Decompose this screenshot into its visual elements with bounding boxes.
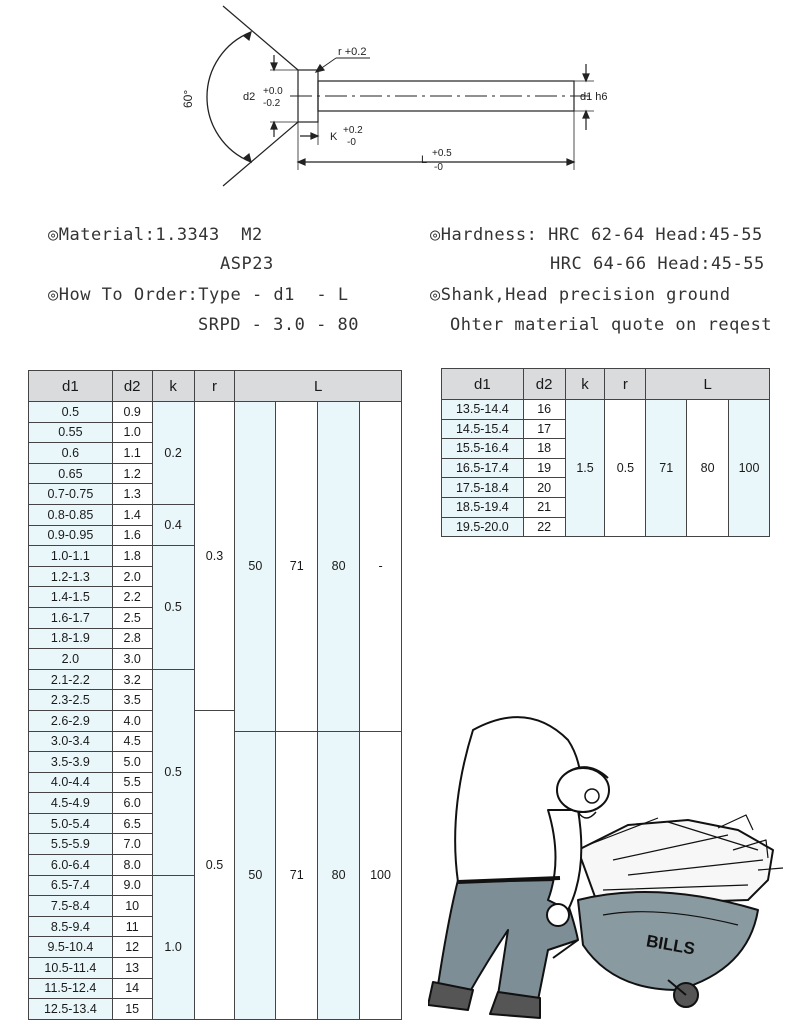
col-k: k: [565, 369, 605, 400]
d2-cell: 20: [523, 478, 565, 498]
l-cell: 50: [235, 731, 276, 1019]
k-cell: 1.5: [565, 400, 605, 537]
col-d1: d1: [442, 369, 524, 400]
d2-cell: 2.0: [112, 566, 152, 587]
l-cell: 100: [360, 731, 402, 1019]
d2-cell: 4.5: [112, 731, 152, 752]
d2-cell: 7.0: [112, 834, 152, 855]
d1-cell: 2.6-2.9: [29, 710, 113, 731]
d2-cell: 3.5: [112, 690, 152, 711]
col-d2: d2: [112, 371, 152, 402]
d2-cell: 14: [112, 978, 152, 999]
d2-cell: 2.2: [112, 587, 152, 608]
d2-cell: 11: [112, 916, 152, 937]
d1-cell: 2.0: [29, 649, 113, 670]
l-label: L: [421, 154, 428, 166]
d2-cell: 4.0: [112, 710, 152, 731]
d2-cell: 1.4: [112, 504, 152, 525]
d2-cell: 6.0: [112, 793, 152, 814]
shank-line: ◎Shank,Head precision ground: [430, 285, 731, 305]
k-cell: 1.0: [152, 875, 194, 1019]
k-tol-plus: +0.2: [343, 125, 363, 136]
d1-cell: 0.5: [29, 402, 113, 423]
other-material-line: Ohter material quote on reqest: [450, 315, 773, 335]
k-cell: 0.2: [152, 402, 194, 505]
d1-cell: 7.5-8.4: [29, 896, 113, 917]
d1-cell: 0.55: [29, 422, 113, 443]
d1-cell: 6.5-7.4: [29, 875, 113, 896]
d1-cell: 5.0-5.4: [29, 813, 113, 834]
k-tol-minus: -0: [347, 137, 356, 148]
d2-cell: 3.0: [112, 649, 152, 670]
d1-cell: 13.5-14.4: [442, 400, 524, 420]
table-row: [29, 402, 402, 423]
table-row: [442, 400, 770, 420]
d2-cell: 21: [523, 497, 565, 517]
d2-cell: 1.0: [112, 422, 152, 443]
d1-cell: 6.0-6.4: [29, 855, 113, 876]
col-r: r: [605, 369, 646, 400]
r-cell: 0.3: [194, 402, 235, 711]
d2-cell: 5.0: [112, 752, 152, 773]
l-cell: 71: [276, 402, 318, 732]
d1-cell: 9.5-10.4: [29, 937, 113, 958]
col-k: k: [152, 371, 194, 402]
d2-cell: 12: [112, 937, 152, 958]
k-cell: 0.5: [152, 669, 194, 875]
d1-cell: 3.0-3.4: [29, 731, 113, 752]
l-cell: 80: [318, 731, 360, 1019]
d2-cell: 1.1: [112, 443, 152, 464]
d1-cell: 11.5-12.4: [29, 978, 113, 999]
d2-cell: 0.9: [112, 402, 152, 423]
d2-cell: 15: [112, 999, 152, 1020]
d1-cell: 17.5-18.4: [442, 478, 524, 498]
d2-cell: 16: [523, 400, 565, 420]
r-label: r +0.2: [338, 46, 367, 58]
table-header-row: [442, 369, 770, 400]
bills-label: BILLS: [644, 931, 697, 959]
d1-cell: 0.9-0.95: [29, 525, 113, 546]
d2-cell: 10: [112, 896, 152, 917]
l-cell: 50: [235, 402, 276, 732]
d1-cell: 14.5-15.4: [442, 419, 524, 439]
d2-cell: 22: [523, 517, 565, 537]
d1-cell: 16.5-17.4: [442, 458, 524, 478]
d1-cell: 1.2-1.3: [29, 566, 113, 587]
d2-cell: 6.5: [112, 813, 152, 834]
size-table-large: [441, 368, 770, 537]
d1-cell: 1.6-1.7: [29, 607, 113, 628]
how-to-order-line: ◎How To Order:Type - d1 - L: [48, 285, 349, 305]
d2-cell: 2.8: [112, 628, 152, 649]
l-cell: -: [360, 402, 402, 732]
material-line: ◎Material:1.3343 M2: [48, 225, 263, 245]
angle-label: 60°: [181, 89, 195, 108]
l-cell: 80: [687, 400, 729, 537]
d1-cell: 12.5-13.4: [29, 999, 113, 1020]
d2-cell: 1.3: [112, 484, 152, 505]
d1-cell: 19.5-20.0: [442, 517, 524, 537]
hardness-line: ◎Hardness: HRC 62-64 Head:45-55: [430, 225, 763, 245]
l-cell: 100: [729, 400, 770, 537]
d1-cell: 1.0-1.1: [29, 546, 113, 567]
d1-cell: 1.8-1.9: [29, 628, 113, 649]
d2-label: d2: [243, 91, 256, 103]
d2-cell: 2.5: [112, 607, 152, 628]
d2-tol-minus: -0.2: [263, 98, 281, 109]
d2-cell: 17: [523, 419, 565, 439]
l-cell: 71: [646, 400, 687, 537]
l-cell: 80: [318, 402, 360, 732]
col-d2: d2: [523, 369, 565, 400]
material-line-2: ASP23: [220, 254, 274, 274]
d1-cell: 8.5-9.4: [29, 916, 113, 937]
r-cell: 0.5: [194, 710, 235, 1019]
d1-cell: 18.5-19.4: [442, 497, 524, 517]
d2-cell: 19: [523, 458, 565, 478]
d1-cell: 3.5-3.9: [29, 752, 113, 773]
l-tol-plus: +0.5: [432, 148, 452, 159]
pin-technical-drawing: [0, 0, 800, 200]
d2-cell: 13: [112, 958, 152, 979]
l-tol-minus: -0: [434, 162, 443, 173]
d2-cell: 1.6: [112, 525, 152, 546]
l-cell: 71: [276, 731, 318, 1019]
d2-cell: 1.8: [112, 546, 152, 567]
d2-cell: 1.2: [112, 463, 152, 484]
d2-cell: 9.0: [112, 875, 152, 896]
d2-cell: 18: [523, 439, 565, 459]
d1-cell: 2.3-2.5: [29, 690, 113, 711]
d1-cell: 10.5-11.4: [29, 958, 113, 979]
d1-cell: 4.0-4.4: [29, 772, 113, 793]
person-head: [557, 768, 609, 812]
col-l: L: [646, 369, 770, 400]
hardness-line-2: HRC 64-66 Head:45-55: [550, 254, 765, 274]
table-header-row: [29, 371, 402, 402]
k-label: K: [330, 131, 338, 143]
col-r: r: [194, 371, 235, 402]
col-l: L: [235, 371, 402, 402]
bills-wheelbarrow-cartoon: [428, 700, 788, 1030]
d2-cell: 3.2: [112, 669, 152, 690]
d1-cell: 0.7-0.75: [29, 484, 113, 505]
size-table-small: [28, 370, 402, 1020]
d1-cell: 15.5-16.4: [442, 439, 524, 459]
d1-cell: 0.6: [29, 443, 113, 464]
d1-cell: 5.5-5.9: [29, 834, 113, 855]
order-example-line: SRPD - 3.0 - 80: [198, 315, 360, 335]
d2-cell: 5.5: [112, 772, 152, 793]
d1-cell: 1.4-1.5: [29, 587, 113, 608]
d1-cell: 0.8-0.85: [29, 504, 113, 525]
d1-cell: 2.1-2.2: [29, 669, 113, 690]
d1-label: d1 h6: [580, 91, 608, 103]
d2-tol-plus: +0.0: [263, 86, 283, 97]
k-cell: 0.4: [152, 504, 194, 545]
d1-cell: 4.5-4.9: [29, 793, 113, 814]
d2-cell: 8.0: [112, 855, 152, 876]
col-d1: d1: [29, 371, 113, 402]
r-cell: 0.5: [605, 400, 646, 537]
k-cell: 0.5: [152, 546, 194, 670]
d1-cell: 0.65: [29, 463, 113, 484]
